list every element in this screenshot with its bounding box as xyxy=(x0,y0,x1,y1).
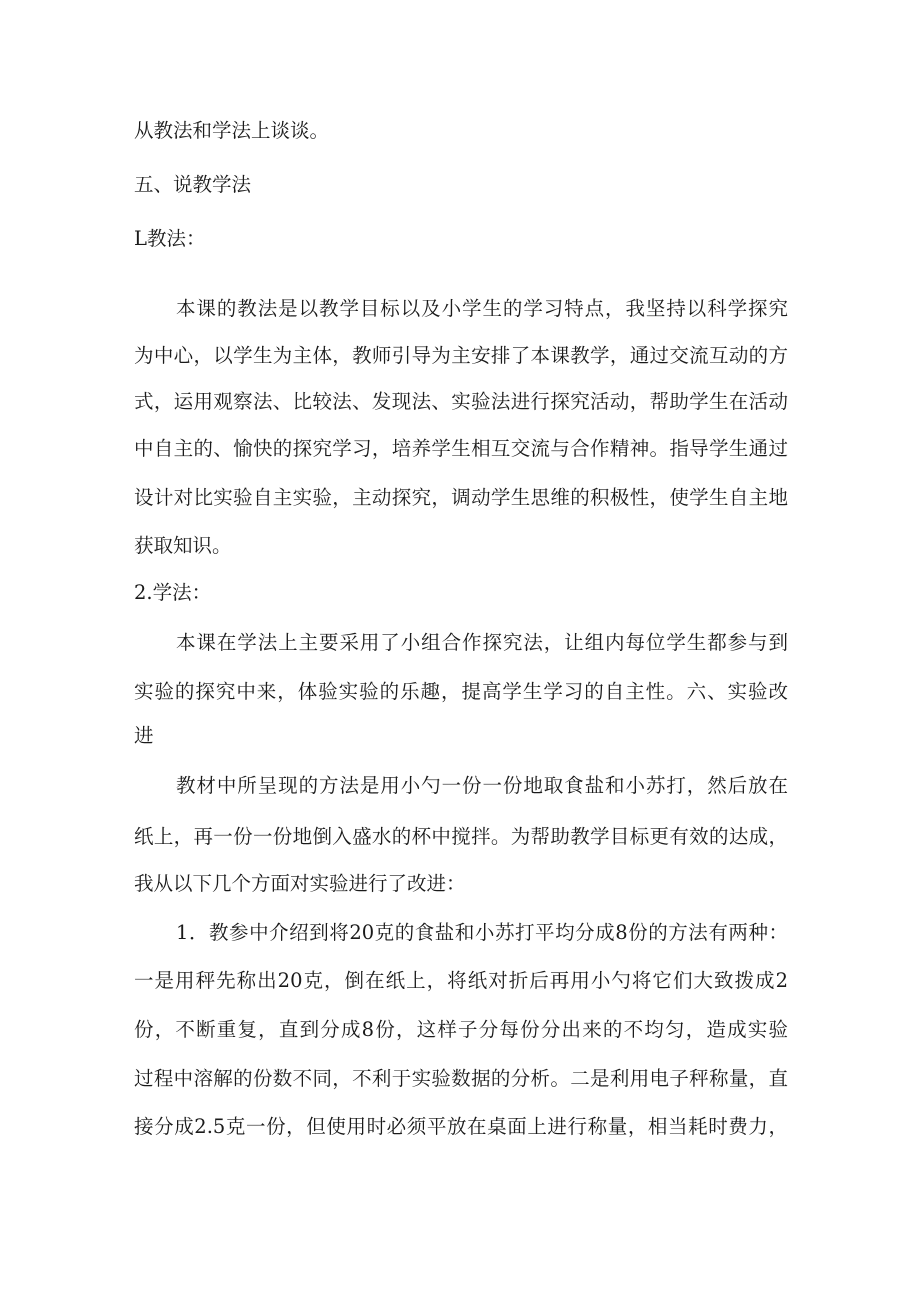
text-line: 本课在学法上主要采用了小组合作探究法，让组内每位学生都参与到 xyxy=(176,631,788,654)
text-line: 进 xyxy=(134,724,154,747)
text-line: 教材中所呈现的方法是用小勺一份一份地取食盐和小苏打，然后放在 xyxy=(176,774,788,797)
text-line: 份，不断重复，直到分成8份，这样子分每份分出来的不均匀，造成实验 xyxy=(134,1018,788,1041)
text-line: 本课的教法是以教学目标以及小学生的学习特点，我坚持以科学探究 xyxy=(176,297,788,320)
text-line: 设计对比实验自主实验，主动探究，调动学生思维的积极性，使学生自主地 xyxy=(134,486,788,509)
text-line: 1．教参中介绍到将20克的食盐和小苏打平均分成8份的方法有两种： xyxy=(176,921,788,944)
text-line: 实验的探究中来，体验实验的乐趣，提高学生学习的自主性。六、实验改 xyxy=(134,680,788,703)
text-line: 中自主的、愉快的探究学习，培养学生相互交流与合作精神。指导学生通过 xyxy=(134,437,788,460)
text-line: 从教法和学法上谈谈。 xyxy=(134,119,330,142)
text-line: 式，运用观察法、比较法、发现法、实验法进行探究活动，帮助学生在活动 xyxy=(134,390,788,413)
subheading: 2.学法： xyxy=(134,581,212,604)
text-line: 我从以下几个方面对实验进行了改进： xyxy=(134,872,466,895)
subheading: L教法： xyxy=(134,227,206,250)
text-line: 接分成2.5克一份，但使用时必须平放在桌面上进行称量，相当耗时费力， xyxy=(134,1115,788,1138)
text-line: 过程中溶解的份数不同，不利于实验数据的分析。二是利用电子秤称量，直 xyxy=(134,1067,788,1090)
text-line: 为中心，以学生为主体，教师引导为主安排了本课教学，通过交流互动的方 xyxy=(134,344,788,367)
text-line: 纸上，再一份一份地倒入盛水的杯中搅拌。为帮助教学目标更有效的达成， xyxy=(134,825,788,848)
text-line: 一是用秤先称出20克，倒在纸上，将纸对折后再用小勺将它们大致拨成2 xyxy=(134,969,788,992)
section-heading: 五、说教学法 xyxy=(134,173,252,196)
text-line: 获取知识。 xyxy=(134,534,232,557)
